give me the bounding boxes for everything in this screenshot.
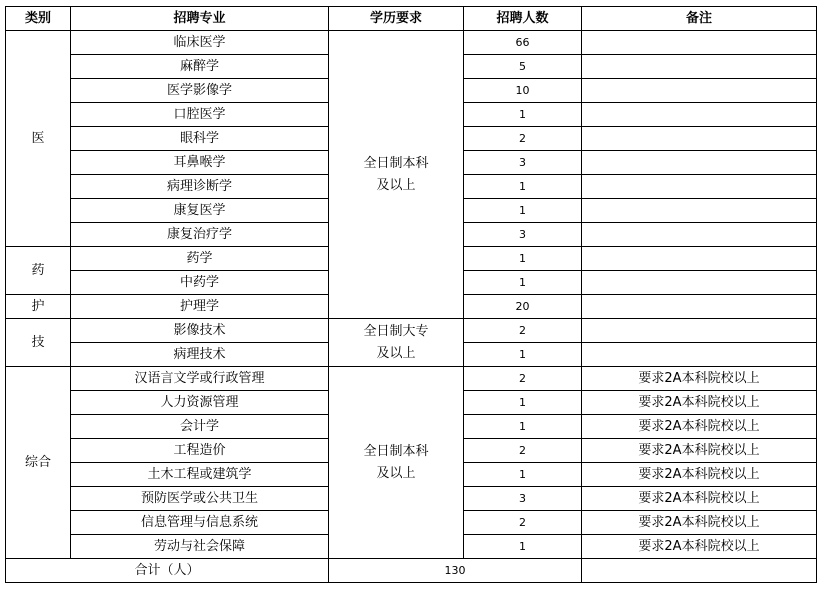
count-cell: 1 <box>464 415 582 439</box>
note-cell <box>582 151 817 175</box>
count-cell: 1 <box>464 535 582 559</box>
note-cell <box>582 127 817 151</box>
education-line: 全日制本科 <box>363 155 429 171</box>
count-cell: 2 <box>464 127 582 151</box>
education-line: 及以上 <box>376 345 416 361</box>
major-cell: 眼科学 <box>71 127 329 151</box>
education-cell <box>329 31 464 319</box>
note-cell <box>582 295 817 319</box>
note-cell <box>582 319 817 343</box>
total-row <box>6 559 817 583</box>
category-cell: 综合 <box>6 367 71 559</box>
major-cell: 预防医学或公共卫生 <box>71 487 329 511</box>
major-cell: 病理技术 <box>71 343 329 367</box>
count-cell: 1 <box>464 199 582 223</box>
major-cell: 工程造价 <box>71 439 329 463</box>
major-cell: 药学 <box>71 247 329 271</box>
note-cell: 要求2A本科院校以上 <box>582 487 817 511</box>
total-value: 130 <box>329 559 582 583</box>
note-cell <box>582 55 817 79</box>
total-note <box>582 559 817 583</box>
major-cell: 汉语言文学或行政管理 <box>71 367 329 391</box>
category-cell: 护 <box>6 295 71 319</box>
count-cell: 20 <box>464 295 582 319</box>
count-cell: 2 <box>464 319 582 343</box>
major-cell: 医学影像学 <box>71 79 329 103</box>
education-line: 及以上 <box>376 177 416 193</box>
count-cell: 1 <box>464 103 582 127</box>
major-cell: 影像技术 <box>71 319 329 343</box>
count-cell: 3 <box>464 223 582 247</box>
count-cell: 3 <box>464 151 582 175</box>
note-cell: 要求2A本科院校以上 <box>582 415 817 439</box>
note-cell <box>582 247 817 271</box>
major-cell: 病理诊断学 <box>71 175 329 199</box>
count-cell: 5 <box>464 55 582 79</box>
header-education: 学历要求 <box>329 7 464 31</box>
category-cell: 医 <box>6 31 71 247</box>
note-cell <box>582 199 817 223</box>
category-cell: 技 <box>6 319 71 367</box>
header-row <box>6 7 817 31</box>
note-cell <box>582 343 817 367</box>
major-cell: 中药学 <box>71 271 329 295</box>
count-cell: 1 <box>464 343 582 367</box>
count-cell: 1 <box>464 271 582 295</box>
major-cell: 临床医学 <box>71 31 329 55</box>
note-cell <box>582 103 817 127</box>
total-label: 合计（人） <box>6 559 329 583</box>
major-cell: 信息管理与信息系统 <box>71 511 329 535</box>
count-cell: 1 <box>464 391 582 415</box>
count-cell: 10 <box>464 79 582 103</box>
note-cell <box>582 223 817 247</box>
education-line: 全日制大专 <box>363 323 429 339</box>
count-cell: 1 <box>464 175 582 199</box>
note-cell: 要求2A本科院校以上 <box>582 535 817 559</box>
major-cell: 口腔医学 <box>71 103 329 127</box>
note-cell: 要求2A本科院校以上 <box>582 367 817 391</box>
note-cell <box>582 271 817 295</box>
table-row <box>6 367 817 391</box>
category-cell: 药 <box>6 247 71 295</box>
header-note: 备注 <box>582 7 817 31</box>
note-cell: 要求2A本科院校以上 <box>582 439 817 463</box>
major-cell: 劳动与社会保障 <box>71 535 329 559</box>
education-cell <box>329 319 464 367</box>
education-line: 及以上 <box>376 465 416 481</box>
education-cell <box>329 367 464 559</box>
major-cell: 康复治疗学 <box>71 223 329 247</box>
major-cell: 土木工程或建筑学 <box>71 463 329 487</box>
count-cell: 2 <box>464 367 582 391</box>
header-major: 招聘专业 <box>71 7 329 31</box>
count-cell: 2 <box>464 439 582 463</box>
note-cell <box>582 175 817 199</box>
table-row <box>6 319 817 343</box>
education-line: 全日制本科 <box>363 443 429 459</box>
major-cell: 护理学 <box>71 295 329 319</box>
table-row <box>6 31 817 55</box>
note-cell: 要求2A本科院校以上 <box>582 463 817 487</box>
count-cell: 2 <box>464 511 582 535</box>
major-cell: 会计学 <box>71 415 329 439</box>
note-cell: 要求2A本科院校以上 <box>582 511 817 535</box>
note-cell <box>582 31 817 55</box>
header-count: 招聘人数 <box>464 7 582 31</box>
note-cell <box>582 79 817 103</box>
count-cell: 1 <box>464 247 582 271</box>
note-cell: 要求2A本科院校以上 <box>582 391 817 415</box>
recruitment-table <box>5 6 817 583</box>
major-cell: 人力资源管理 <box>71 391 329 415</box>
major-cell: 耳鼻喉学 <box>71 151 329 175</box>
major-cell: 康复医学 <box>71 199 329 223</box>
count-cell: 66 <box>464 31 582 55</box>
header-category: 类别 <box>6 7 71 31</box>
count-cell: 1 <box>464 463 582 487</box>
major-cell: 麻醉学 <box>71 55 329 79</box>
count-cell: 3 <box>464 487 582 511</box>
